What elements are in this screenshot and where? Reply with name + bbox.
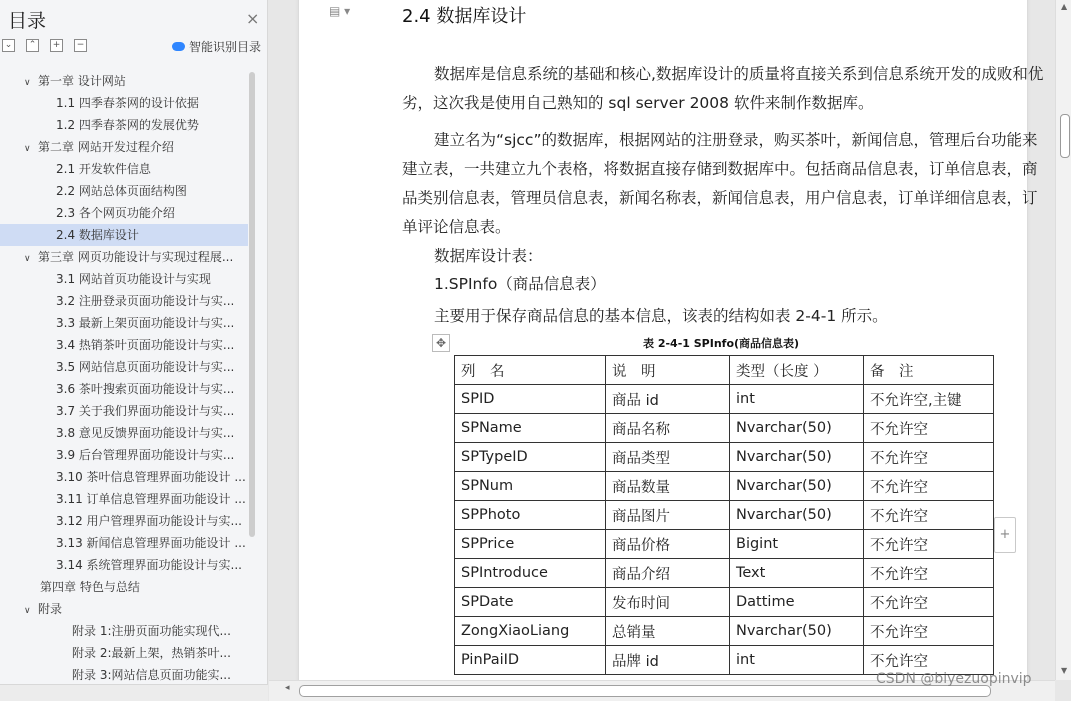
toc-item-label: 第四章 特色与总结: [40, 580, 140, 594]
toc-item[interactable]: [0, 312, 248, 334]
table-cell[interactable]: SPID: [455, 385, 606, 414]
add-column-icon[interactable]: +: [994, 517, 1016, 553]
table-cell[interactable]: PinPaiID: [455, 646, 606, 675]
table-cell[interactable]: Text: [730, 559, 864, 588]
toc-item[interactable]: [0, 224, 248, 246]
table-cell[interactable]: SPDate: [455, 588, 606, 617]
section-heading: 2.4 数据库设计: [402, 6, 527, 27]
table-row: [455, 559, 994, 588]
table-cell[interactable]: 发布时间: [606, 588, 730, 617]
watermark: CSDN @biyezuopinvip: [876, 671, 1032, 687]
toc-item[interactable]: [0, 554, 248, 576]
document-area: [269, 0, 1055, 680]
paragraph-2: 建立名为“sjcc”的数据库，根据网站的注册登录，购买茶叶，新闻信息，管理后台功能来建立表，一共建立九个表格，将数据直接存储到数据库中。包括商品信息表，订单信息表，商品类别信息表，管理员信息表，新闻名称表，新闻信息表，用户信息表，订单详细信息表，订单评论信息表。: [402, 131, 1038, 236]
toc-list: [0, 70, 248, 686]
vertical-scrollbar[interactable]: [1055, 0, 1071, 680]
table-cell[interactable]: Nvarchar(50): [730, 501, 864, 530]
toc-item-label: 3.3 最新上架页面功能设计与实...: [56, 316, 235, 330]
toc-item[interactable]: [0, 620, 248, 642]
text-line-design-tables: 数据库设计表：: [434, 247, 543, 265]
collapse-all-icon[interactable]: ⌄: [2, 39, 15, 52]
toc-item-label: 3.1 网站首页功能设计与实现: [56, 272, 211, 286]
table-cell[interactable]: 不允许空: [864, 414, 994, 443]
table-cell[interactable]: Bigint: [730, 530, 864, 559]
toc-item[interactable]: [0, 664, 248, 686]
toc-item[interactable]: [0, 290, 248, 312]
toc-item-label: 2.4 数据库设计: [56, 228, 139, 242]
remove-icon[interactable]: −: [74, 39, 87, 52]
toc-item[interactable]: [0, 268, 248, 290]
toc-item[interactable]: [0, 92, 248, 114]
table-row: [455, 501, 994, 530]
toc-item-label: 3.11 订单信息管理界面功能设计 ...: [56, 492, 246, 506]
toc-item[interactable]: [0, 70, 248, 92]
table-cell[interactable]: SPIntroduce: [455, 559, 606, 588]
table-cell[interactable]: Dattime: [730, 588, 864, 617]
add-icon[interactable]: +: [50, 39, 63, 52]
table-move-icon[interactable]: ✥: [432, 334, 450, 352]
toc-item[interactable]: [0, 510, 248, 532]
toc-item[interactable]: [0, 598, 248, 620]
table-cell[interactable]: SPNum: [455, 472, 606, 501]
table-cell[interactable]: 不允许空,主键: [864, 385, 994, 414]
table-cell[interactable]: 商品价格: [606, 530, 730, 559]
toc-item-label: 附录 1:注册页面功能实现代...: [72, 624, 231, 638]
toc-item-label: 3.14 系统管理界面功能设计与实...: [56, 558, 242, 572]
scroll-down-icon[interactable]: ▼: [1061, 666, 1068, 675]
toc-item[interactable]: [0, 180, 248, 202]
cloud-icon: [172, 42, 185, 51]
table-row: [455, 414, 994, 443]
table-cell[interactable]: 总销量: [606, 617, 730, 646]
toc-item-label: 3.13 新闻信息管理界面功能设计 ...: [56, 536, 246, 550]
paragraph-1: 数据库是信息系统的基础和核心,数据库设计的质量将直接关系到信息系统开发的成败和优劣，这次我是使用自己熟知的 sql server 2008 软件来制作数据库。: [402, 65, 1044, 112]
table-cell[interactable]: 不允许空: [864, 646, 994, 675]
toc-toolbar: [2, 39, 87, 53]
table-cell[interactable]: int: [730, 385, 864, 414]
table-row: [455, 356, 994, 385]
toc-item[interactable]: [0, 158, 248, 180]
toc-item-label: 第一章 设计网站: [38, 74, 126, 88]
toc-item[interactable]: [0, 136, 248, 158]
table-cell[interactable]: SPTypeID: [455, 443, 606, 472]
table-cell[interactable]: 类型（长度 ）: [730, 356, 864, 385]
toc-item[interactable]: [0, 532, 248, 554]
toc-item-label: 3.4 热销茶叶页面功能设计与实...: [56, 338, 235, 352]
toc-item[interactable]: [0, 202, 248, 224]
table-cell[interactable]: SPName: [455, 414, 606, 443]
toc-item-label: 3.8 意见反馈界面功能设计与实...: [56, 426, 235, 440]
toc-item-label: 3.7 关于我们界面功能设计与实...: [56, 404, 235, 418]
toc-item[interactable]: [0, 114, 248, 136]
document-page: [299, 0, 1044, 680]
table-row: [455, 588, 994, 617]
toc-item-label: 3.12 用户管理界面功能设计与实...: [56, 514, 242, 528]
chevron-down-icon[interactable]: ∨: [24, 254, 31, 264]
table-cell[interactable]: 不允许空: [864, 472, 994, 501]
table-cell[interactable]: int: [730, 646, 864, 675]
toc-item[interactable]: [0, 642, 248, 664]
table-row: [455, 530, 994, 559]
toc-item-label: 1.2 四季春茶网的发展优势: [56, 118, 199, 132]
table-cell[interactable]: 不允许空: [864, 588, 994, 617]
toc-sidebar: [0, 0, 268, 700]
table-cell[interactable]: 商品类型: [606, 443, 730, 472]
table-row: [455, 385, 994, 414]
table-cell[interactable]: Nvarchar(50): [730, 443, 864, 472]
expand-up-icon[interactable]: ⌃: [26, 39, 39, 52]
table-caption: 表 2-4-1 SPInfo(商品信息表): [643, 337, 800, 350]
chevron-down-icon[interactable]: ∨: [24, 144, 31, 154]
toc-item[interactable]: [0, 466, 248, 488]
toc-item-label: 第三章 网页功能设计与实现过程展...: [38, 250, 234, 264]
table-cell[interactable]: 不允许空: [864, 559, 994, 588]
toc-item[interactable]: [0, 422, 248, 444]
table-cell[interactable]: ZongXiaoLiang: [455, 617, 606, 646]
toc-item-label: 附录: [38, 602, 63, 616]
spinfo-table: [454, 355, 994, 675]
scroll-up-icon[interactable]: ▲: [1061, 2, 1068, 11]
table-cell[interactable]: 列 名: [455, 356, 606, 385]
toc-item-label: 2.1 开发软件信息: [56, 162, 151, 176]
table-cell[interactable]: 不允许空: [864, 530, 994, 559]
table-row: [455, 443, 994, 472]
table-cell[interactable]: 说 明: [606, 356, 730, 385]
table-cell[interactable]: SPPrice: [455, 530, 606, 559]
document-icon[interactable]: ▤ ▾: [329, 4, 351, 18]
toc-item[interactable]: [0, 488, 248, 510]
toc-item-label: 2.3 各个网页功能介绍: [56, 206, 175, 220]
toc-item[interactable]: [0, 576, 248, 598]
table-cell[interactable]: Nvarchar(50): [730, 414, 864, 443]
toc-item[interactable]: [0, 334, 248, 356]
table-cell[interactable]: 商品名称: [606, 414, 730, 443]
table-cell[interactable]: 品牌 id: [606, 646, 730, 675]
toc-item-label: 3.9 后台管理界面功能设计与实...: [56, 448, 235, 462]
table-row: [455, 472, 994, 501]
toc-item-label: 3.5 网站信息页面功能设计与实...: [56, 360, 235, 374]
toc-item[interactable]: [0, 444, 248, 466]
table-cell[interactable]: 不允许空: [864, 617, 994, 646]
table-cell[interactable]: SPPhoto: [455, 501, 606, 530]
table-cell[interactable]: 商品图片: [606, 501, 730, 530]
text-line-spinfo: 1.SPInfo（商品信息表）: [434, 275, 606, 293]
toc-item-label: 附录 2:最新上架，热销茶叶...: [72, 646, 231, 660]
toc-item-label: 附录 3:网站信息页面功能实...: [72, 668, 231, 682]
table-cell[interactable]: Nvarchar(50): [730, 617, 864, 646]
text-line-description: 主要用于保存商品信息的基本信息，该表的结构如表 2-4-1 所示。: [434, 307, 888, 325]
table-cell[interactable]: 商品 id: [606, 385, 730, 414]
scroll-left-icon[interactable]: ◂: [285, 683, 290, 693]
toc-item-label: 第二章 网站开发过程介绍: [38, 140, 174, 154]
toc-item-label: 3.10 茶叶信息管理界面功能设计 ...: [56, 470, 246, 484]
close-icon[interactable]: ×: [246, 9, 260, 28]
smart-toc-button[interactable]: [172, 38, 261, 55]
toc-item-label: 1.1 四季春茶网的设计依据: [56, 96, 199, 110]
chevron-down-icon[interactable]: ∨: [24, 78, 31, 88]
toc-item-label: 3.2 注册登录页面功能设计与实...: [56, 294, 235, 308]
table-cell[interactable]: Nvarchar(50): [730, 472, 864, 501]
toc-bottom-bar: [0, 684, 268, 701]
table-cell[interactable]: 商品介绍: [606, 559, 730, 588]
smart-toc-label: 智能识别目录: [189, 40, 262, 54]
toc-item[interactable]: [0, 378, 248, 400]
table-cell[interactable]: 不允许空: [864, 501, 994, 530]
vertical-scroll-thumb[interactable]: [1060, 114, 1070, 158]
toc-scrollbar[interactable]: [249, 72, 255, 537]
toc-item-label: 2.2 网站总体页面结构图: [56, 184, 187, 198]
toc-item-label: 3.6 茶叶搜索页面功能设计与实...: [56, 382, 235, 396]
chevron-down-icon[interactable]: ∨: [24, 606, 31, 616]
table-row: [455, 617, 994, 646]
toc-item[interactable]: [0, 356, 248, 378]
table-cell[interactable]: 备 注: [864, 356, 994, 385]
toc-item[interactable]: [0, 246, 248, 268]
table-cell[interactable]: 商品数量: [606, 472, 730, 501]
table-cell[interactable]: 不允许空: [864, 443, 994, 472]
toc-title: 目录: [8, 10, 47, 32]
toc-item[interactable]: [0, 400, 248, 422]
